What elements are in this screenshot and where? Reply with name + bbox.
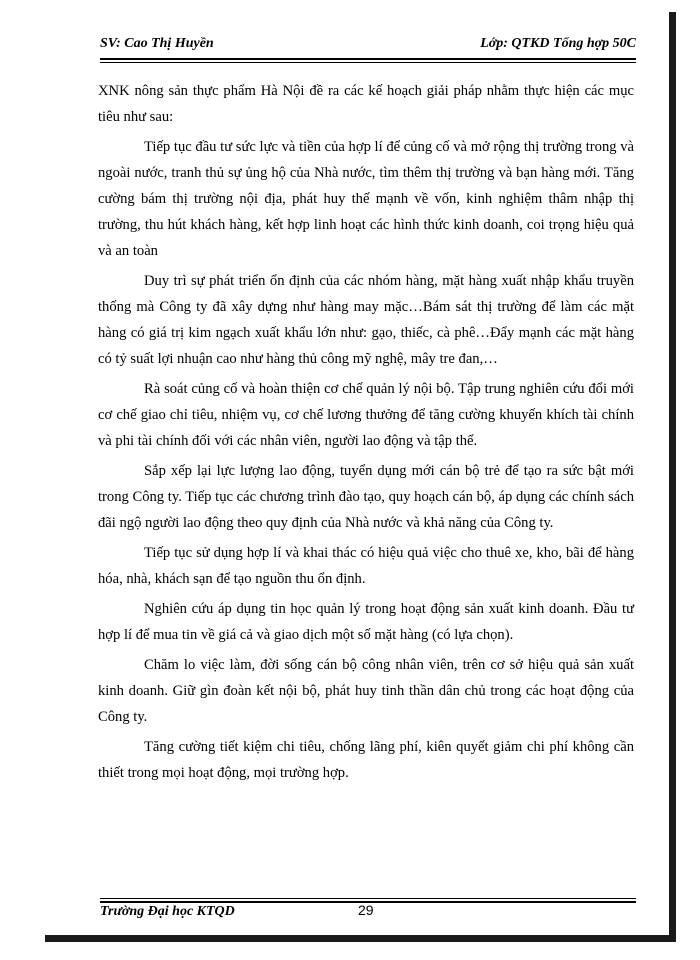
footer-school: Trường Đại học KTQD	[100, 904, 235, 919]
paragraph: Tiếp tục đầu tư sức lực và tiền của hợp lí để củng cố và mở rộng thị trường trong và ngoài nước, tranh thủ sự ủng hộ của Nhà nước, tìm thêm thị trường và bạn hàng mới. Tăng cường bám thị trường nội địa, phát huy thế mạnh về vốn, kinh nghiệm thâm nhập thị trường, thu hút khách hàng, kết hợp linh hoạt các hình thức kinh doanh, coi trọng hiệu quả và an toàn	[98, 139, 634, 259]
page-header	[100, 36, 636, 52]
paragraph: Duy trì sự phát triển ổn định của các nhóm hàng, mặt hàng xuất nhập khẩu truyền thống mà Công ty đã xây dựng như hàng may mặc…Bám sát thị trường để làm các mặt hàng có giá trị kim ngạch xuất khẩu lớn như: gạo, thiếc, cà phê…Đẩy mạnh các mặt hàng có tỷ suất lợi nhuận cao như hàng thủ công mỹ nghệ, mây tre đan,…	[98, 273, 634, 367]
paragraph: XNK nông sản thực phẩm Hà Nội đề ra các kế hoạch giải pháp nhằm thực hiện các mục tiêu như sau:	[98, 83, 634, 125]
page-border-bottom	[45, 935, 676, 942]
header-rule	[100, 58, 636, 63]
paragraph: Rà soát củng cố và hoàn thiện cơ chế quản lý nội bộ. Tập trung nghiên cứu đổi mới cơ chế giao chỉ tiêu, nhiệm vụ, cơ chế lương thưởng để tăng cường khuyến khích tài chính và phi tài chính đối với các nhân viên, người lao động và tập thể.	[98, 381, 634, 449]
body-text	[98, 78, 634, 790]
header-class: Lớp: QTKD Tổng hợp 50C	[480, 36, 636, 51]
paragraph: Nghiên cứu áp dụng tin học quản lý trong hoạt động sản xuất kinh doanh. Đầu tư hợp lí để mua tin về giá cả và giao dịch một số mặt hàng (có lựa chọn).	[98, 601, 634, 643]
paragraph: Sắp xếp lại lực lượng lao động, tuyển dụng mới cán bộ trẻ để tạo ra sức bật mới trong Công ty. Tiếp tục các chương trình đào tạo, quy hoạch cán bộ, áp dụng các chính sách đãi ngộ người lao động theo quy định của Nhà nước và khả năng của Công ty.	[98, 463, 634, 531]
page-border-right	[656, 6, 676, 936]
page-number: 29	[358, 902, 374, 918]
paragraph: Tăng cường tiết kiệm chi tiêu, chống lãng phí, kiên quyết giảm chi phí không cần thiết trong mọi hoạt động, mọi trường hợp.	[98, 739, 634, 781]
paragraph: Tiếp tục sử dụng hợp lí và khai thác có hiệu quả việc cho thuê xe, kho, bãi để hàng hóa, nhà, khách sạn để tạo nguồn thu ổn định.	[98, 545, 634, 587]
header-student: SV: Cao Thị Huyền	[100, 36, 214, 51]
paragraph: Chăm lo việc làm, đời sống cán bộ công nhân viên, trên cơ sở hiệu quả sản xuất kinh doanh. Giữ gìn đoàn kết nội bộ, phát huy tinh thần dân chủ trong các hoạt động của Công ty.	[98, 657, 634, 725]
